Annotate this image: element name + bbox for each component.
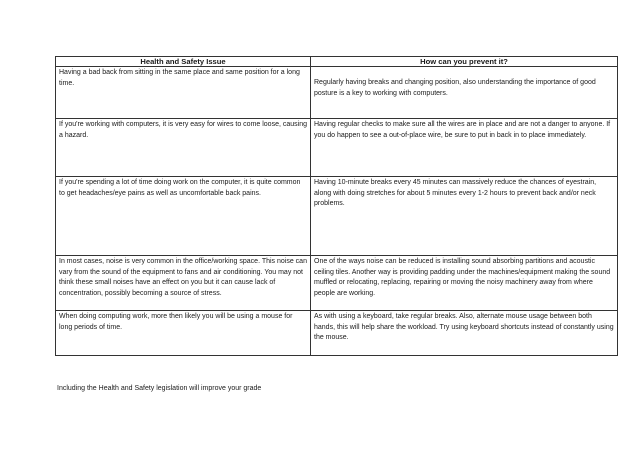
header-prevention: How can you prevent it? (311, 57, 618, 67)
prevention-cell: As with using a keyboard, take regular breaks. Also, alternate mouse usage between both hands, this will help share the workload. Try using keyboard shortcuts instead of constantly using the mouse. (311, 311, 618, 356)
prevention-cell (311, 67, 618, 119)
issue-cell: Having a bad back from sitting in the same place and same position for a long time. (56, 67, 311, 119)
issue-cell: When doing computing work, more then likely you will be using a mouse for long periods of time. (56, 311, 311, 356)
table-row (56, 256, 618, 311)
header-issue: Health and Safety Issue (56, 57, 311, 67)
prevention-cell: Having 10-minute breaks every 45 minutes can massively reduce the chances of eyestrain, along with doing stretches for about 5 minutes every 1-2 hours to prevent back and/or neck problems. (311, 177, 618, 256)
issue-cell: If you're spending a lot of time doing work on the computer, it is quite common to get headaches/eye pains as well as uncomfortable back pains. (56, 177, 311, 256)
health-safety-table (55, 56, 618, 356)
prevention-cell: Having regular checks to make sure all the wires are in place and are not a danger to anyone. If you do happen to see a out-of-place wire, be sure to put in back in to place immediately. (311, 119, 618, 177)
table-row (56, 67, 618, 119)
table-row (56, 119, 618, 177)
issue-cell: If you're working with computers, it is very easy for wires to come loose, causing a hazard. (56, 119, 311, 177)
table-row (56, 311, 618, 356)
issue-cell: In most cases, noise is very common in the office/working space. This noise can vary from the sound of the equipment to fans and air conditioning. You may not think these small noises have an effect on you but it can cause lack of concentration, possibly becoming a source of stress. (56, 256, 311, 311)
footer-note: Including the Health and Safety legislation will improve your grade (57, 385, 262, 392)
table-header-row (56, 57, 618, 67)
table-row (56, 177, 618, 256)
prevention-text: Regularly having breaks and changing position, also understanding the importance of good posture is a key to working with computers. (314, 79, 596, 97)
prevention-cell: One of the ways noise can be reduced is installing sound absorbing partitions and acoustic ceiling tiles. Another way is providing padding under the machines/equipment making the sound muffled or relocating, replacing, repairing or moving the noisy machinery away from where people are working. (311, 256, 618, 311)
